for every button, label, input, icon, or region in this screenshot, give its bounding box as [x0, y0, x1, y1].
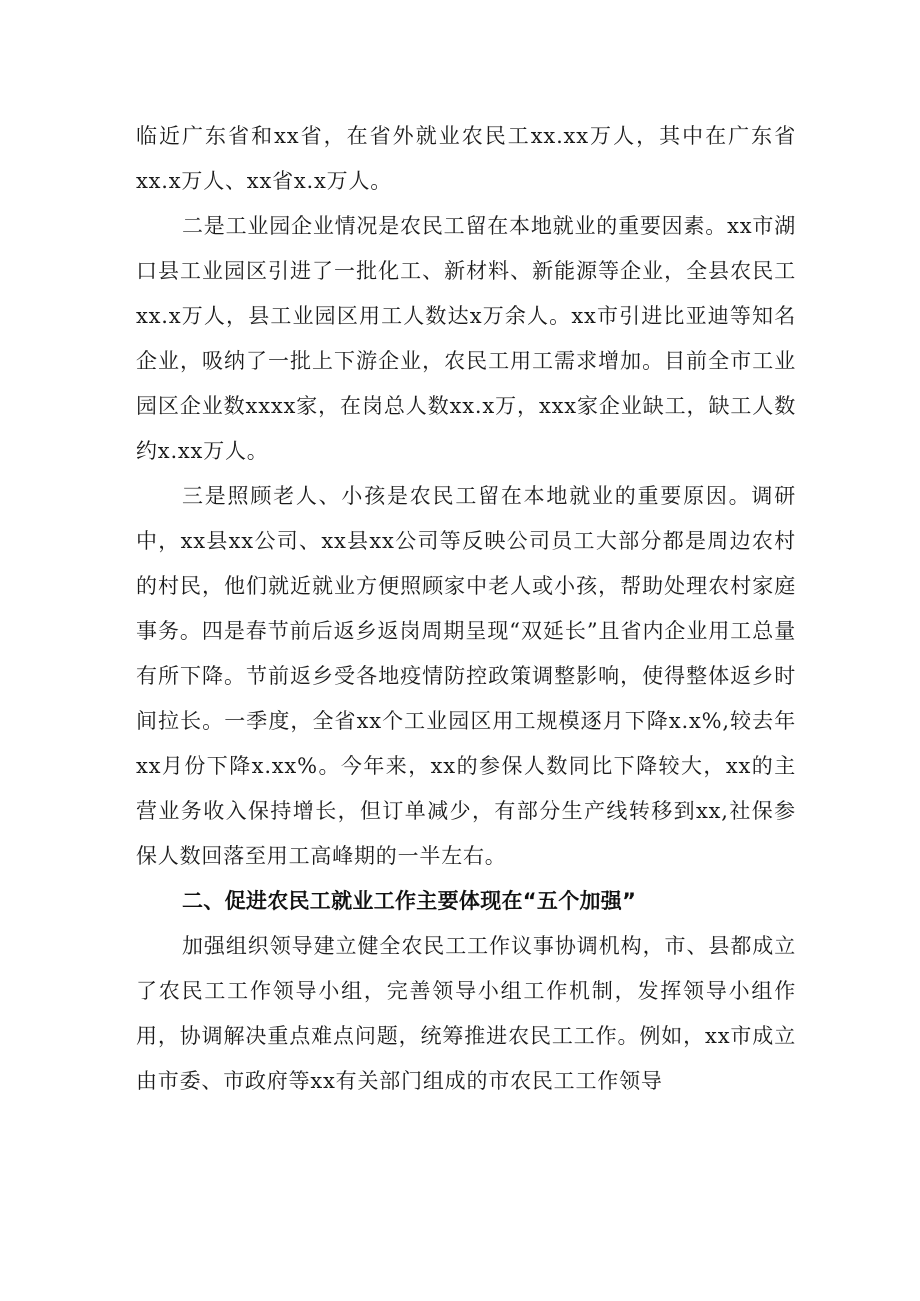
- paragraph-continued: 临近广东省和xx省，在省外就业农民工xx.xx万人，其中在广东省xx.x万人、xx省x.x万人。: [136, 124, 796, 193]
- paragraph-family-care: 三是照顾老人、小孩是农民工留在本地就业的重要原因。调研中，xx县xx公司、xx县xx公司等反映公司员工大部分都是周边农村的村民，他们就近就业方便照顾家中老人或小孩，帮助处理农村家庭事务。四是春节前后返乡返岗周期呈现“双延长”且省内企业用工总量有所下降。节前返乡受各地疫情防控政策调整影响，使得整体返乡时间拉长。一季度，全省xx个工业园区用工规模逐月下降x.x%,较去年xx月份下降x.xx%。今年来，xx的参保人数同比下降较大，xx的主营业务收入保持增长，但订单减少，有部分生产线转移到xx,社保参保人数回落至用工高峰期的一半左右。: [136, 484, 796, 868]
- section-heading: 二、促进农民工就业工作主要体现在“五个加强”: [182, 889, 637, 913]
- document-body: [136, 114, 796, 1104]
- paragraph-industrial-park: 二是工业园企业情况是农民工留在本地就业的重要因素。xx市湖口县工业园区引进了一批化工、新材料、新能源等企业，全县农民工xx.x万人，县工业园区用工人数达x万余人。xx市引进比亚迪等知名企业，吸纳了一批上下游企业，农民工用工需求增加。目前全市工业园区企业数xxxx家，在岗总人数xx.x万，xxx家企业缺工，缺工人数约x.xx万人。: [136, 214, 796, 463]
- paragraph-organization: 加强组织领导建立健全农民工工作议事协调机构，市、县都成立了农民工工作领导小组，完善领导小组工作机制，发挥领导小组作用，协调解决重点难点问题，统筹推进农民工工作。例如，xx市成立由市委、市政府等xx有关部门组成的市农民工工作领导: [136, 934, 796, 1093]
